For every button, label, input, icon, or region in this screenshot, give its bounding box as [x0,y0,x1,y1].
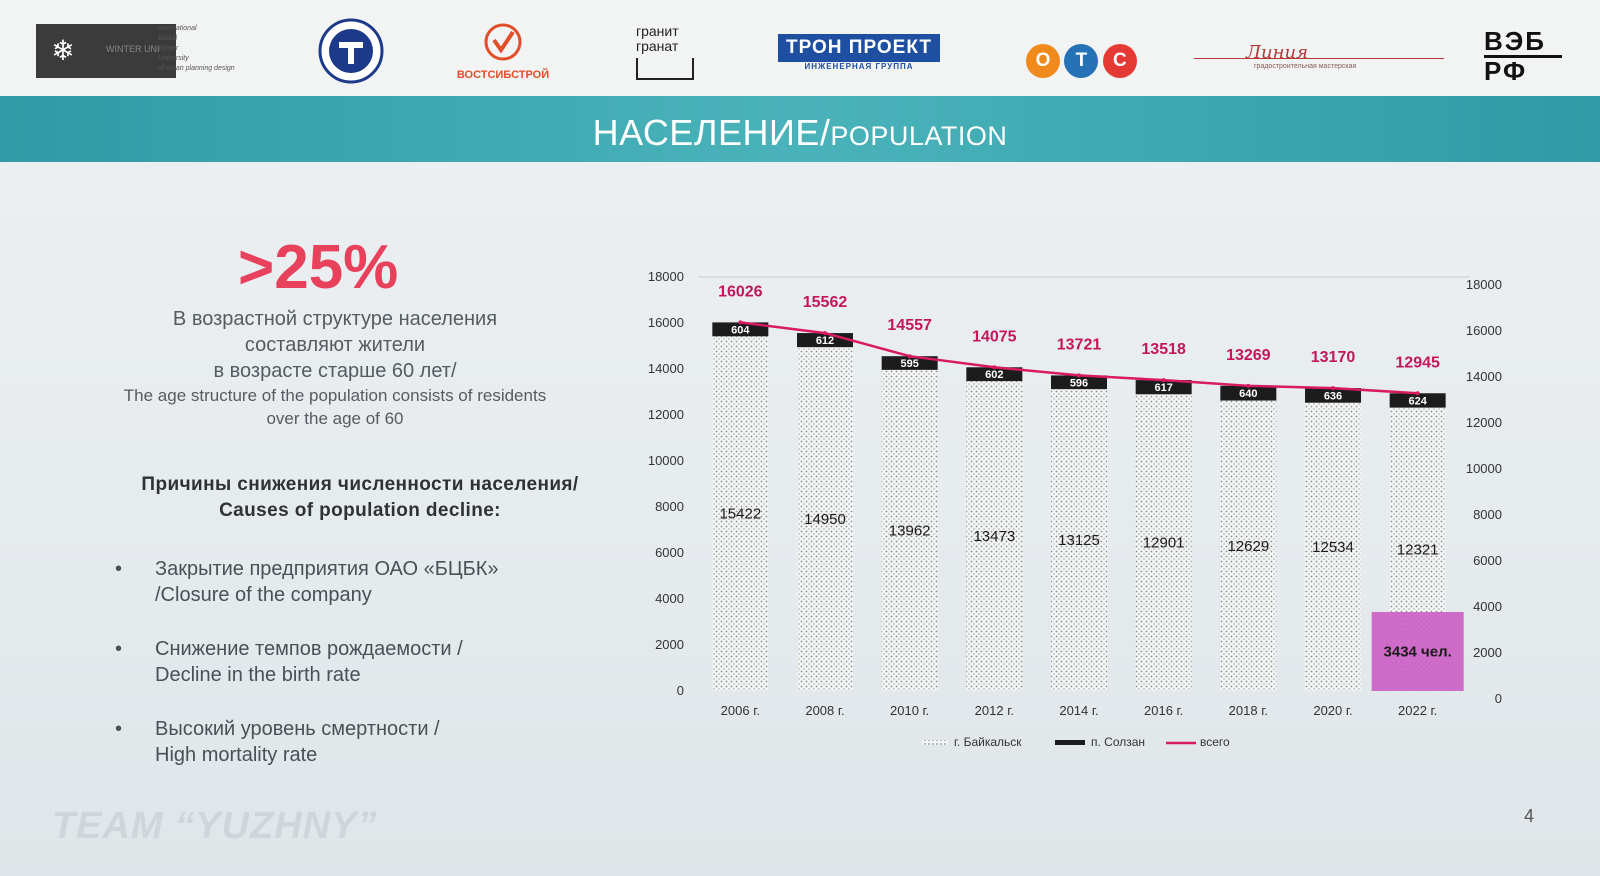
ots-logo: О Т С [1026,44,1137,78]
y-tick-label-right: 12000 [1465,415,1502,430]
x-tick-label: 2014 г. [1059,703,1099,718]
team-name: TEAM “YUZHNY” [52,805,378,847]
data-label-total: 14557 [887,317,932,335]
veb-rf-logo: ВЭБ РФ [1484,28,1562,85]
y-tick-label-right: 16000 [1465,323,1502,338]
page-number: 4 [1524,806,1535,826]
data-label-total: 13518 [1141,341,1186,359]
data-label-total: 13269 [1226,346,1271,364]
x-tick-label: 2008 г. [805,703,845,718]
legend-label-solzan: п. Солзан [1091,735,1146,749]
x-tick-label: 2006 г. [720,703,760,718]
data-label-baikalsk: 12629 [1227,537,1270,555]
winter-uni-caption: International Baikal Winter University of urban planning design [158,25,235,72]
data-label-solzan: 604 [731,324,750,337]
y-tick-label-right: 14000 [1465,369,1502,384]
y-tick-label-right: 10000 [1465,461,1502,476]
x-tick-label: 2018 г. [1228,703,1268,718]
y-tick-label-left: 10000 [647,453,684,468]
x-tick-label: 2010 г. [890,703,930,718]
y-tick-label-left: 4000 [655,591,684,606]
logo-bar [0,0,1600,96]
data-label-baikalsk: 13473 [973,528,1016,546]
data-label-solzan: 602 [985,369,1004,382]
y-tick-label-left: 6000 [655,545,684,560]
data-label-total: 16026 [718,283,763,301]
y-tick-label-right: 0 [1494,691,1502,706]
vostsibstroy-emblem-icon [483,22,523,62]
granit-frame-icon [636,58,694,80]
data-label-total: 14075 [972,328,1017,346]
vostsibstroy-logo: ВОСТСИБСТРОЙ [448,22,558,81]
tronproekt-logo: ТРОН ПРОЕКТ ИНЖЕНЕРНАЯ ГРУППА [778,34,940,71]
causes-title: Причины снижения численности населения/ Causes of population decline: [141,474,579,521]
stat-value: >25% [238,233,399,302]
y-tick-label-left: 0 [676,683,684,698]
y-tick-label-right: 6000 [1473,553,1502,568]
y-tick-label-left: 14000 [647,361,684,376]
y-tick-label-left: 18000 [647,269,684,284]
snowflake-icon: ❄ [51,35,75,66]
y-tick-label-left: 16000 [647,315,684,330]
data-label-total: 13721 [1056,336,1102,354]
data-label-total: 15562 [802,294,848,312]
y-tick-label-right: 18000 [1465,277,1502,292]
granit-granat-logo: гранит гранат [636,24,696,80]
slide: ❄ WINTER UNI International Baikal Winter University of urban planning design ВОСТСИБСТРОЙ гранит гранат ТРОН ПРОЕКТ ИНЖЕНЕРНАЯ ГРУППА О Т С Линия градостроительная мастерская ВЭБ РФ НАСЕЛЕНИЕ/POPULATION >25% В возрастной структуре населения составляют жители в возрасте старше 60 лет/ The age structure of the population consists of residents over the age of 60 Причины снижения численности населения/ Causes of population decline: • Закрытие предприятия ОАО «БЦБК» /Closure of the company • Снижение темпов рождаемости / Decline in the birth rate • Высокий уровень смертности / High mortality rate 0 2000 4000 6000 8000 10000 12000 14000 16000 18000 0 2000 4000 6000 8000 10000 12000 14000 16000 18000 15422 604 16026 2006 г. 14950 612 15562 2008 г. 13962 595 14557 2010 г. 13473 602 14075 2012 г. 13125 596 13721 2014 г. 12901 617 13518 2016 г. 12629 640 13269 2018 г. 12534 636 13170 2020 г. 12321 624 12945 2022 г. 3434 чел. г. Байкальск п. Солзан всего TEAM “YUZHNY” 4 [0,0,1600,876]
data-label-baikalsk: 12321 [1396,541,1439,559]
x-tick-label: 2016 г. [1144,703,1184,718]
winter-uni-name: WINTER UNI [106,44,160,54]
y-tick-label-right: 4000 [1473,599,1502,614]
winter-uni-logo [36,24,176,78]
page-title: НАСЕЛЕНИЕ/POPULATION [592,112,1008,153]
x-tick-label: 2012 г. [974,703,1014,718]
annotation-label: 3434 чел. [1383,643,1452,661]
data-label-baikalsk: 12901 [1142,534,1185,552]
bullet-icon: • [115,638,123,660]
data-label-total: 13170 [1310,349,1356,367]
data-label-baikalsk: 15422 [719,505,762,523]
y-tick-label-left: 12000 [647,407,684,422]
age-structure-description: В возрастной структуре населения составляют жители в возрасте старше 60 лет/ The age structure of the population consists of residents over the age of 60 [123,308,547,428]
data-label-solzan: 640 [1239,388,1258,401]
bullet-icon: • [115,558,123,580]
legend-label-baikalsk: г. Байкальск [954,735,1022,749]
y-tick-label-left: 8000 [655,499,684,514]
legend-swatch-baikalsk [922,740,948,745]
liniya-logo: Линия градостроительная мастерская [1194,42,1444,70]
data-label-solzan: 612 [815,335,835,348]
legend-label-total: всего [1200,735,1230,749]
y-tick-label-left: 2000 [655,637,684,652]
data-label-baikalsk: 12534 [1312,538,1354,556]
title-band [0,96,1600,162]
data-label-baikalsk: 13962 [888,522,931,540]
y-tick-label-right: 2000 [1473,645,1502,660]
data-label-total: 12945 [1395,354,1440,372]
bullet-icon: • [115,718,123,740]
university-emblem-logo [318,18,384,89]
data-label-solzan: 617 [1154,382,1173,395]
population-chart [640,255,1540,775]
data-label-solzan: 596 [1069,377,1089,390]
x-tick-label: 2020 г. [1313,703,1353,718]
x-tick-label: 2022 г. [1398,703,1438,718]
data-label-solzan: 636 [1323,390,1343,403]
data-label-solzan: 624 [1408,395,1427,408]
data-label-baikalsk: 14950 [804,511,846,529]
legend-swatch-solzan [1055,740,1085,745]
y-tick-label-right: 8000 [1473,507,1502,522]
data-label-solzan: 595 [900,358,919,371]
data-label-baikalsk: 13125 [1058,532,1100,550]
